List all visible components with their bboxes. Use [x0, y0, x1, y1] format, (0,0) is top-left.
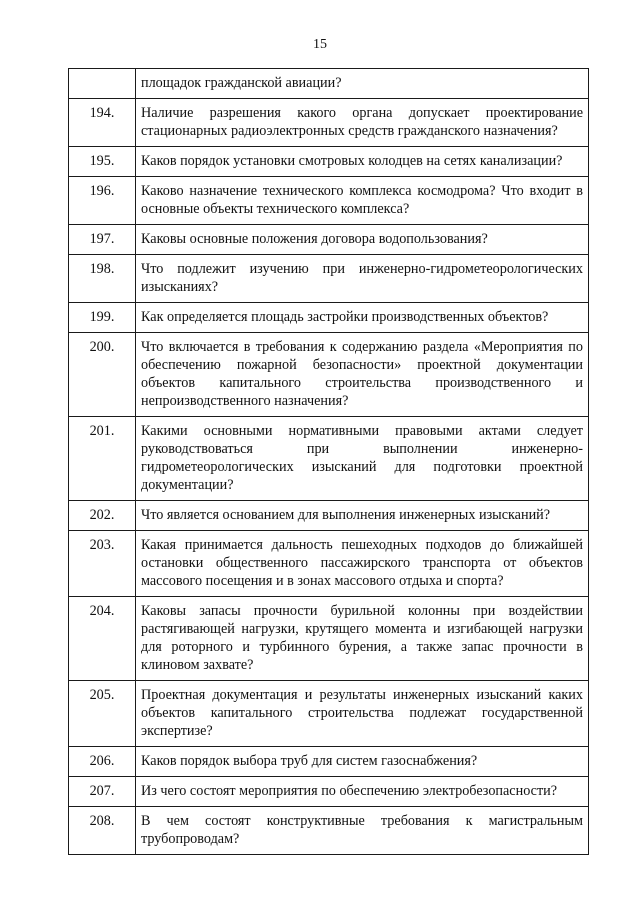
table-row: [69, 531, 589, 597]
question-text: Каковы основные положения договора водопользования?: [136, 225, 589, 255]
question-number: 198.: [69, 255, 136, 303]
question-text: Какая принимается дальность пешеходных подходов до ближайшей остановки общественного пассажирского транспорта от объектов массового посещения и в зонах массового отдыха и спорта?: [136, 531, 589, 597]
table-row: [69, 99, 589, 147]
table-row: [69, 777, 589, 807]
table-row: [69, 177, 589, 225]
question-number: 206.: [69, 747, 136, 777]
question-number: 194.: [69, 99, 136, 147]
table-row: [69, 501, 589, 531]
question-text: Наличие разрешения какого органа допускает проектирование стационарных радиоэлектронных средств гражданского назначения?: [136, 99, 589, 147]
questions-table: [68, 68, 589, 855]
question-text: Что включается в требования к содержанию раздела «Мероприятия по обеспечению пожарной безопасности» проектной документации объектов капитального строительства производственного и непроизводственного назначения?: [136, 333, 589, 417]
table-row: [69, 597, 589, 681]
question-number: 196.: [69, 177, 136, 225]
question-text: Что подлежит изучению при инженерно-гидрометеорологических изысканиях?: [136, 255, 589, 303]
question-text: Как определяется площадь застройки производственных объектов?: [136, 303, 589, 333]
question-text: Каков порядок выбора труб для систем газоснабжения?: [136, 747, 589, 777]
question-number: 195.: [69, 147, 136, 177]
question-number: 208.: [69, 807, 136, 855]
question-number: 202.: [69, 501, 136, 531]
table-row: [69, 147, 589, 177]
question-text: Каково назначение технического комплекса космодрома? Что входит в основные объекты технического комплекса?: [136, 177, 589, 225]
question-text: В чем состоят конструктивные требования к магистральным трубопроводам?: [136, 807, 589, 855]
question-number: [69, 69, 136, 99]
question-text: Какими основными нормативными правовыми актами следует руководствоваться при выполнении инженерно-гидрометеорологических изысканий для подготовки проектной документации?: [136, 417, 589, 501]
table-row: [69, 807, 589, 855]
question-text: Из чего состоят мероприятия по обеспечению электробезопасности?: [136, 777, 589, 807]
table-row: [69, 225, 589, 255]
table-row: [69, 333, 589, 417]
table-row: [69, 303, 589, 333]
question-number: 203.: [69, 531, 136, 597]
questions-table-body: [69, 69, 589, 855]
table-row: [69, 69, 589, 99]
question-number: 197.: [69, 225, 136, 255]
question-text: Проектная документация и результаты инженерных изысканий каких объектов капитального строительства подлежат государственной экспертизе?: [136, 681, 589, 747]
question-number: 200.: [69, 333, 136, 417]
question-text: площадок гражданской авиации?: [136, 69, 589, 99]
question-number: 207.: [69, 777, 136, 807]
question-number: 199.: [69, 303, 136, 333]
question-number: 205.: [69, 681, 136, 747]
page-number: 15: [313, 37, 327, 52]
question-text: Каковы запасы прочности бурильной колонны при воздействии растягивающей нагрузки, крутящего момента и изгибающей нагрузки для роторного и турбинного бурения, а также запас прочности в клиновом захвате?: [136, 597, 589, 681]
table-row: [69, 255, 589, 303]
question-number: 201.: [69, 417, 136, 501]
question-text: Что является основанием для выполнения инженерных изысканий?: [136, 501, 589, 531]
table-row: [69, 681, 589, 747]
table-row: [69, 417, 589, 501]
table-row: [69, 747, 589, 777]
question-number: 204.: [69, 597, 136, 681]
question-text: Каков порядок установки смотровых колодцев на сетях канализации?: [136, 147, 589, 177]
